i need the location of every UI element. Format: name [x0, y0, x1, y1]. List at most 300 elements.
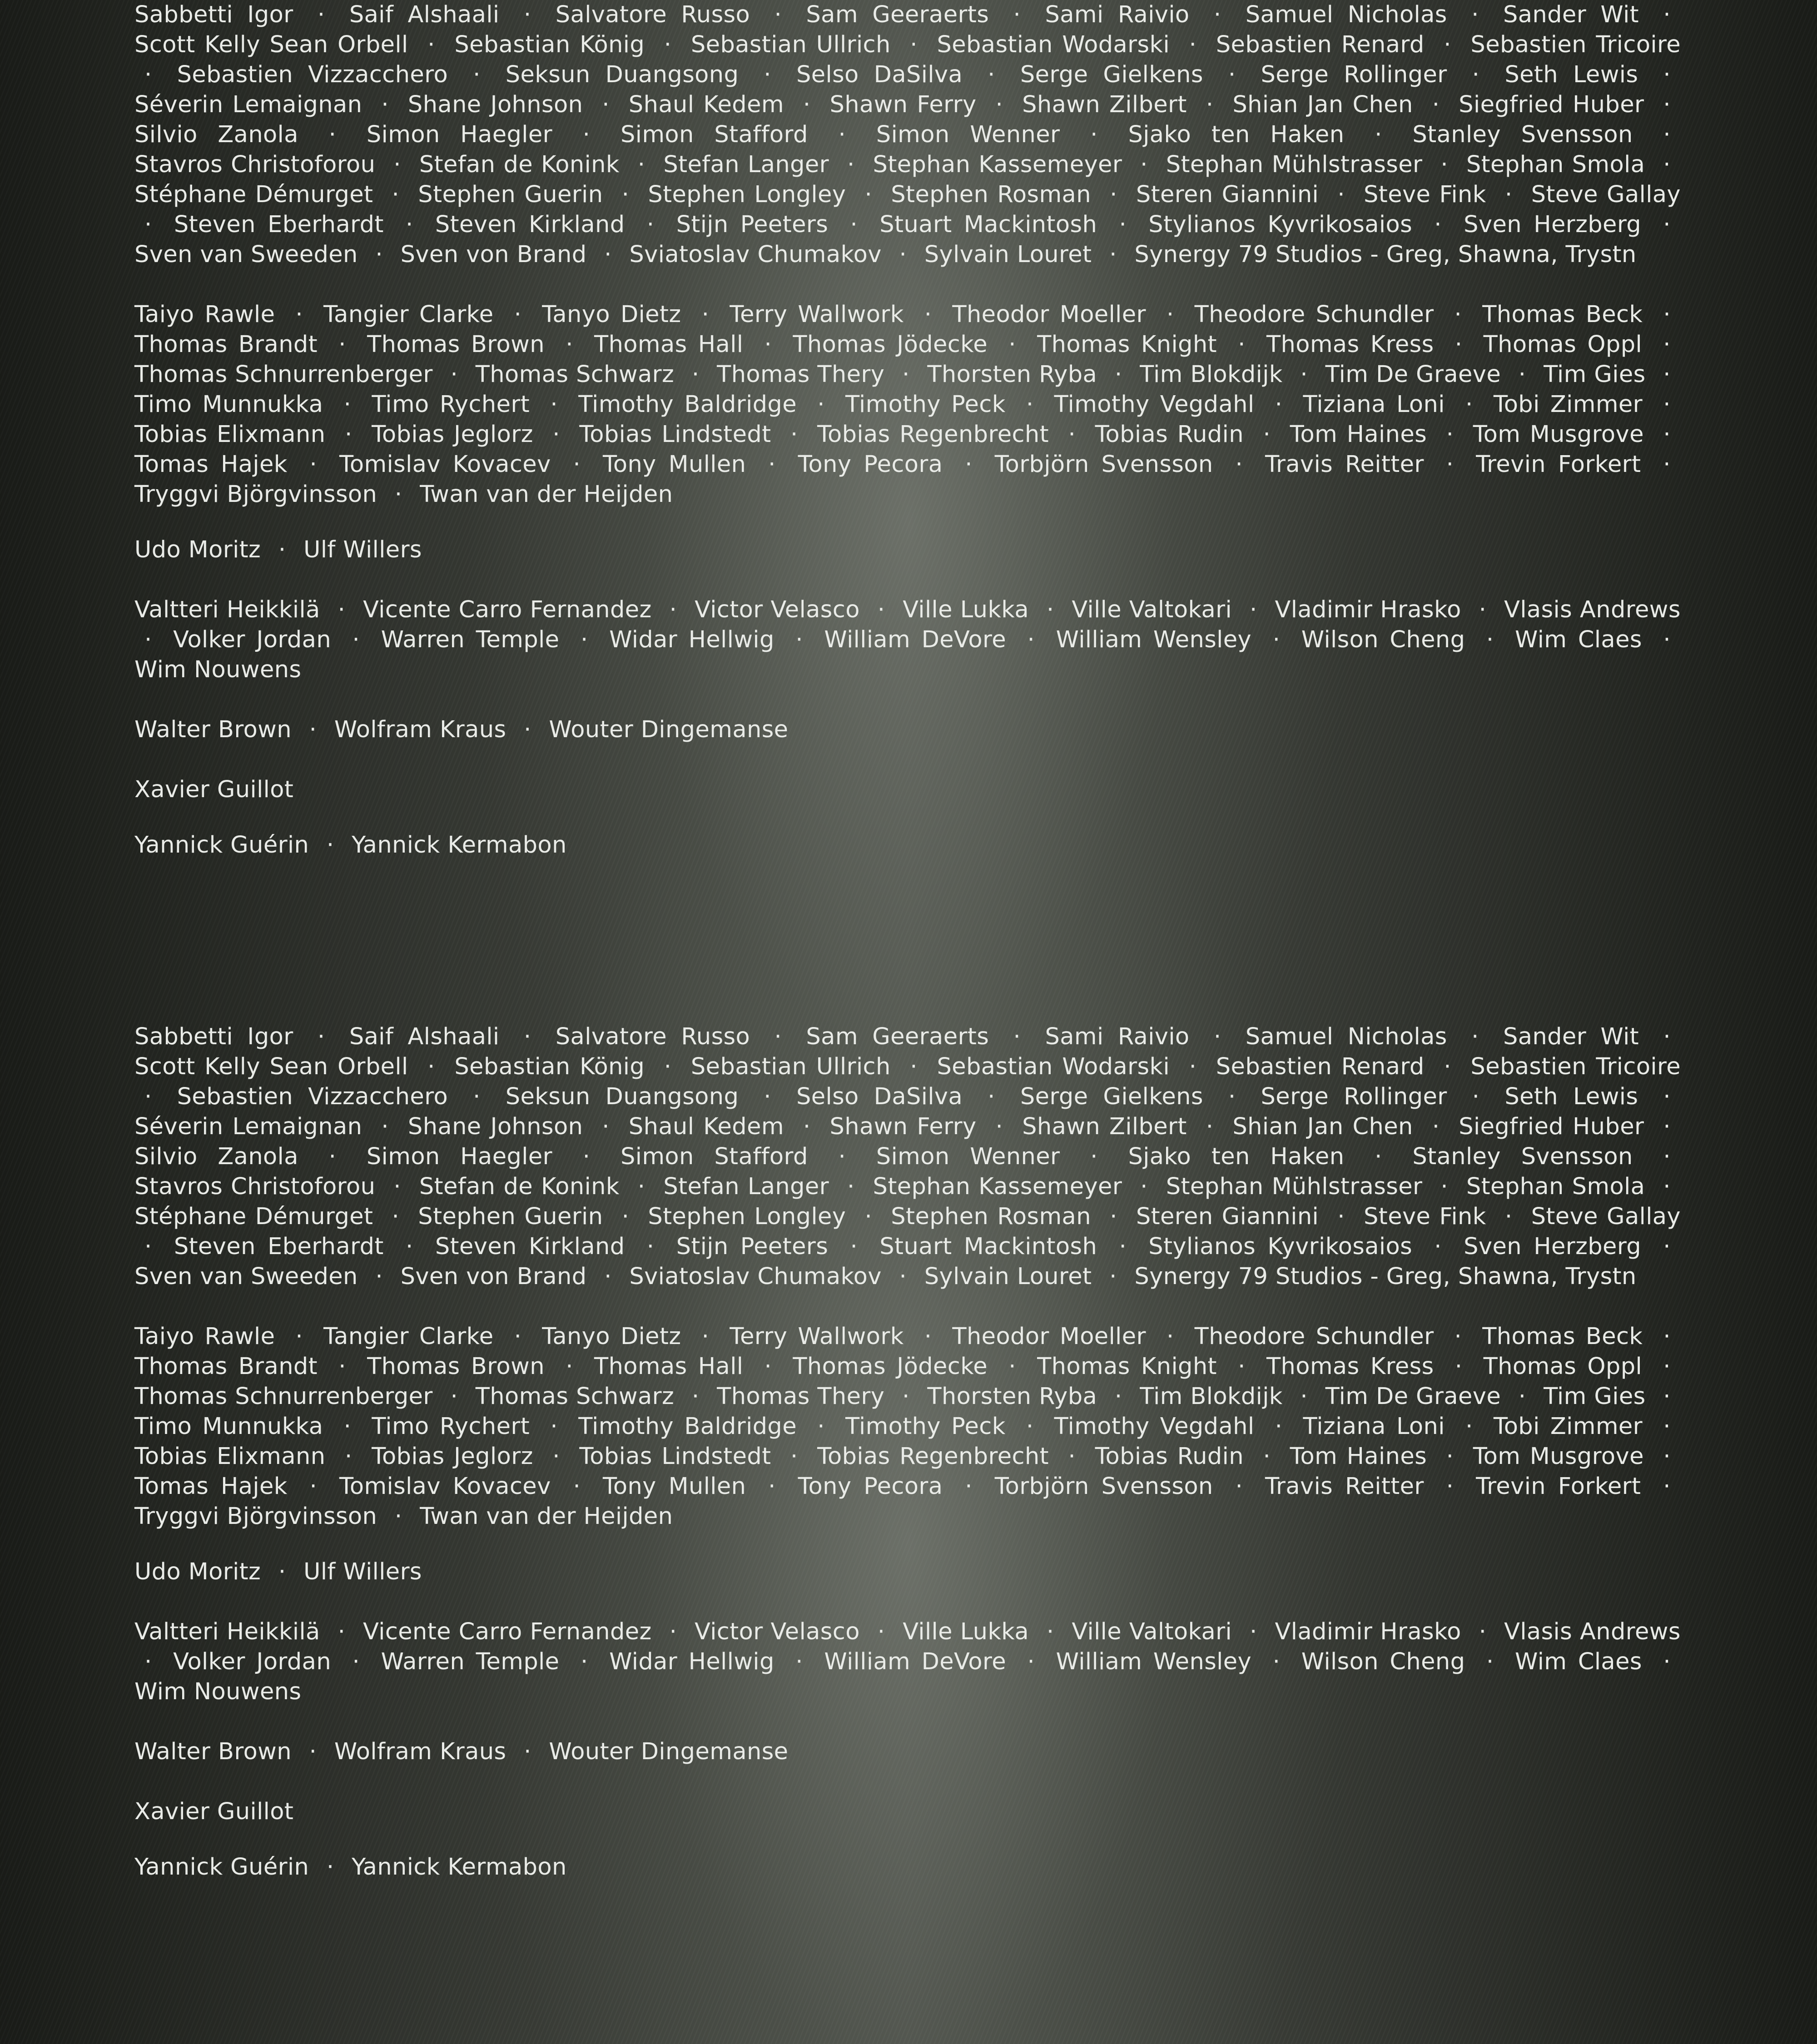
separator-dot: · [1479, 596, 1487, 623]
separator-dot: · [317, 1, 325, 28]
separator-dot: · [1434, 1233, 1442, 1260]
separator-dot: · [795, 1648, 803, 1675]
credit-name: Warren Temple [381, 1648, 560, 1675]
credit-name: Stavros Christoforou [134, 1173, 376, 1200]
credit-group-t [134, 300, 1681, 510]
credit-name: Thomas Thery [717, 1383, 885, 1410]
credit-name: Shawn Zilbert [1022, 91, 1187, 118]
separator-dot: · [1446, 1443, 1454, 1470]
credit-name: Wilson Cheng [1301, 626, 1465, 653]
credit-name: Simon Stafford [620, 121, 808, 148]
separator-dot: · [375, 241, 383, 268]
separator-dot: · [328, 1143, 337, 1170]
separator-dot: · [965, 451, 973, 478]
credit-name: Vicente Carro Fernandez [363, 596, 652, 623]
credit-name: Sam Geeraerts [806, 1023, 989, 1050]
credit-name: Steven Kirkland [435, 211, 625, 238]
separator-dot: · [637, 151, 645, 178]
separator-dot: · [1337, 1203, 1345, 1230]
credit-name: Stéphane Démurget [134, 181, 373, 208]
separator-dot: · [405, 1233, 413, 1260]
credit-name: Sam Geeraerts [806, 1, 989, 28]
credit-name: Shawn Ferry [829, 91, 977, 118]
separator-dot: · [669, 1618, 677, 1645]
credit-name: Travis Reitter [1265, 1473, 1424, 1500]
separator-dot: · [1090, 121, 1098, 148]
separator-dot: · [764, 331, 772, 358]
credit-name: Sebastian König [454, 31, 645, 58]
separator-dot: · [338, 1353, 346, 1380]
credit-name: Ville Valtokari [1072, 596, 1232, 623]
separator-dot: · [602, 1113, 610, 1140]
separator-dot: · [803, 1113, 811, 1140]
separator-dot: · [1663, 391, 1671, 418]
credit-name: Terry Wallwork [730, 1323, 904, 1350]
credit-group-w [134, 715, 1681, 745]
separator-dot: · [1432, 91, 1440, 118]
separator-dot: · [1013, 1023, 1021, 1050]
separator-dot: · [381, 91, 389, 118]
separator-dot: · [768, 1473, 776, 1500]
separator-dot: · [1471, 1023, 1479, 1050]
separator-dot: · [646, 1233, 655, 1260]
separator-dot: · [1235, 1473, 1243, 1500]
credit-group-t [134, 1322, 1681, 1532]
separator-dot: · [1663, 1023, 1671, 1050]
credit-name: Serge Gielkens [1020, 61, 1203, 88]
separator-dot: · [602, 91, 610, 118]
credit-name: Victor Velasco [695, 596, 860, 623]
separator-dot: · [338, 1618, 346, 1645]
credit-name: Steven Eberhardt [174, 1233, 384, 1260]
separator-dot: · [1486, 1648, 1494, 1675]
credit-name: Stephen Guerin [418, 1203, 603, 1230]
credit-name: Stephan Smola [1466, 151, 1645, 178]
separator-dot: · [1454, 301, 1462, 328]
credit-name: Yannick Guérin [134, 832, 309, 858]
separator-dot: · [850, 1233, 858, 1260]
credit-name: Yannick Kermabon [352, 1854, 567, 1880]
credit-name: Shawn Ferry [829, 1113, 977, 1140]
credit-name: Stefan de Konink [419, 1173, 620, 1200]
credit-name: William DeVore [824, 626, 1007, 653]
separator-dot: · [295, 301, 303, 328]
credit-name: Sander Wit [1503, 1023, 1639, 1050]
credit-name: Tryggvi Björgvinsson [134, 481, 377, 508]
separator-dot: · [795, 626, 803, 653]
credit-name: Ulf Willers [303, 536, 422, 563]
credit-name: Sven Herzberg [1464, 211, 1642, 238]
credit-name: Simon Haegler [366, 1143, 552, 1170]
separator-dot: · [552, 1443, 560, 1470]
separator-dot: · [1114, 361, 1122, 388]
credit-name: Tomas Hajek [134, 451, 288, 478]
credit-group-x [134, 775, 1681, 805]
credit-name: Wouter Dingemanse [549, 1738, 789, 1765]
credit-name: Stijn Peeters [676, 1233, 829, 1260]
credit-name: Timothy Vegdahl [1054, 391, 1255, 418]
credit-name: Volker Jordan [173, 1648, 332, 1675]
credit-name: Samuel Nicholas [1245, 1, 1447, 28]
credit-name: Sebastien Vizzacchero [177, 61, 448, 88]
credit-group-x [134, 1797, 1681, 1827]
separator-dot: · [988, 61, 995, 88]
separator-dot: · [838, 121, 846, 148]
credit-name: Tim Blokdijk [1140, 361, 1283, 388]
separator-dot: · [1027, 626, 1035, 653]
credit-name: Sviatoslav Chumakov [629, 1263, 882, 1290]
credit-name: Taiyo Rawle [134, 301, 275, 328]
separator-dot: · [1275, 1413, 1283, 1440]
credit-name: Wim Claes [1515, 626, 1642, 653]
separator-dot: · [524, 1738, 531, 1765]
credit-name: Stylianos Kyvrikosaios [1148, 1233, 1413, 1260]
credit-name: Stanley Svensson [1412, 121, 1633, 148]
separator-dot: · [427, 31, 435, 58]
credit-name: Steve Fink [1364, 181, 1486, 208]
separator-dot: · [144, 61, 152, 88]
credit-name: Udo Moritz [134, 536, 261, 563]
credit-name: Steven Eberhardt [174, 211, 384, 238]
separator-dot: · [1109, 1263, 1117, 1290]
separator-dot: · [701, 1323, 710, 1350]
separator-dot: · [514, 301, 522, 328]
separator-dot: · [1013, 1, 1021, 28]
credit-name: Stephen Longley [648, 1203, 846, 1230]
credit-name: Stuart Mackintosh [879, 1233, 1097, 1260]
credit-name: Saif Alshaali [349, 1023, 500, 1050]
credit-name: Thomas Brown [367, 331, 545, 358]
separator-dot: · [1663, 61, 1671, 88]
credit-name: Thomas Schnurrenberger [134, 361, 433, 388]
credit-name: Tangier Clarke [323, 1323, 494, 1350]
separator-dot: · [1440, 151, 1448, 178]
credit-name: Tanyo Dietz [542, 301, 681, 328]
separator-dot: · [1189, 1053, 1197, 1080]
separator-dot: · [1272, 626, 1281, 653]
credit-name: Serge Rollinger [1261, 1083, 1447, 1110]
separator-dot: · [393, 151, 401, 178]
credit-name: Warren Temple [381, 626, 560, 653]
separator-dot: · [877, 596, 885, 623]
separator-dot: · [1263, 1443, 1271, 1470]
credit-name: Valtteri Heikkilä [134, 596, 320, 623]
separator-dot: · [344, 421, 352, 448]
separator-dot: · [1110, 181, 1117, 208]
credit-group-s [134, 1022, 1681, 1292]
credit-name: Thomas Brandt [134, 1353, 318, 1380]
credit-name: Silvio Zanola [134, 121, 298, 148]
separator-dot: · [1140, 1173, 1148, 1200]
separator-dot: · [326, 832, 334, 858]
separator-dot: · [1300, 361, 1308, 388]
separator-dot: · [473, 1083, 481, 1110]
credit-name: Theodore Schundler [1194, 301, 1434, 328]
credit-name: Vladimir Hrasko [1275, 596, 1461, 623]
separator-dot: · [309, 451, 318, 478]
separator-dot: · [144, 626, 152, 653]
separator-dot: · [1663, 1173, 1671, 1200]
separator-dot: · [604, 241, 612, 268]
separator-dot: · [899, 241, 907, 268]
credit-name: Thomas Schnurrenberger [134, 1383, 433, 1410]
credit-name: Timo Rychert [372, 391, 530, 418]
separator-dot: · [580, 1648, 588, 1675]
credit-group-s [134, 0, 1681, 270]
credit-name: William Wensley [1056, 1648, 1252, 1675]
credit-name: Tony Pecora [798, 1473, 943, 1500]
credit-name: Thorsten Ryba [927, 1383, 1097, 1410]
separator-dot: · [1504, 1203, 1513, 1230]
separator-dot: · [1166, 1323, 1174, 1350]
separator-dot: · [1046, 596, 1054, 623]
separator-dot: · [817, 1413, 825, 1440]
credit-name: Vlasis Andrews [1504, 596, 1681, 623]
credit-name: Thomas Jödecke [793, 1353, 988, 1380]
separator-dot: · [877, 1618, 885, 1645]
credit-name: Walter Brown [134, 716, 292, 743]
credit-name: Wim Nouwens [134, 1678, 302, 1705]
credit-name: Xavier Guillot [134, 1798, 294, 1825]
credit-name: Stephen Rosman [891, 1203, 1091, 1230]
credit-name: Tobias Jeglorz [372, 1443, 533, 1470]
separator-dot: · [1026, 391, 1034, 418]
credit-name: Timo Munnukka [134, 1413, 323, 1440]
separator-dot: · [393, 1173, 401, 1200]
credit-name: Timo Rychert [372, 1413, 530, 1440]
separator-dot: · [1504, 181, 1513, 208]
credit-name: Serge Gielkens [1020, 1083, 1203, 1110]
credit-name: Thomas Kress [1266, 1353, 1434, 1380]
separator-dot: · [1213, 1023, 1221, 1050]
credit-name: Tobi Zimmer [1493, 391, 1643, 418]
separator-dot: · [1249, 1618, 1257, 1645]
credit-name: Shawn Zilbert [1022, 1113, 1187, 1140]
separator-dot: · [394, 1503, 402, 1530]
credit-name: Siegfried Huber [1459, 1113, 1644, 1140]
credit-name: Stanley Svensson [1412, 1143, 1633, 1170]
credit-name: Stephan Kassemeyer [873, 1173, 1122, 1200]
separator-dot: · [850, 211, 858, 238]
credits-section-1 [134, 0, 1681, 860]
separator-dot: · [1663, 301, 1671, 328]
credit-name: Thomas Brandt [134, 331, 318, 358]
credit-name: Selso DaSilva [796, 61, 963, 88]
credit-name: Torbjörn Svensson [994, 1473, 1213, 1500]
credit-name: Wim Nouwens [134, 656, 302, 683]
credit-name: Shian Jan Chen [1232, 1113, 1413, 1140]
separator-dot: · [768, 451, 776, 478]
separator-dot: · [344, 1443, 352, 1470]
separator-dot: · [338, 596, 346, 623]
credit-name: Stéphane Démurget [134, 1203, 373, 1230]
separator-dot: · [910, 31, 918, 58]
credit-name: Sviatoslav Chumakov [629, 241, 882, 268]
credit-name: Simon Wenner [876, 1143, 1060, 1170]
separator-dot: · [1663, 121, 1671, 148]
separator-dot: · [1238, 1353, 1246, 1380]
credit-name: Shane Johnson [407, 91, 583, 118]
separator-dot: · [988, 1083, 995, 1110]
credit-name: Tomislav Kovacev [339, 451, 551, 478]
separator-dot: · [1465, 1413, 1473, 1440]
credit-name: Serge Rollinger [1261, 61, 1447, 88]
separator-dot: · [1663, 421, 1671, 448]
separator-dot: · [1275, 391, 1283, 418]
credit-name: Seth Lewis [1504, 61, 1638, 88]
credit-name: Twan van der Heijden [420, 481, 673, 508]
credit-name: Tobias Elixmann [134, 421, 326, 448]
credit-name: Wolfram Kraus [334, 716, 506, 743]
credit-name: Thomas Beck [1482, 1323, 1643, 1350]
credit-name: Twan van der Heijden [420, 1503, 673, 1530]
separator-dot: · [514, 1323, 522, 1350]
separator-dot: · [144, 1083, 152, 1110]
credit-name: Tim Blokdijk [1140, 1383, 1283, 1410]
separator-dot: · [1663, 91, 1671, 118]
separator-dot: · [328, 121, 337, 148]
credit-name: Timothy Baldridge [578, 391, 797, 418]
separator-dot: · [144, 1648, 152, 1675]
separator-dot: · [309, 716, 317, 743]
separator-dot: · [1119, 211, 1127, 238]
separator-dot: · [1432, 1113, 1440, 1140]
separator-dot: · [1263, 421, 1271, 448]
credit-name: Samuel Nicholas [1245, 1023, 1447, 1050]
separator-dot: · [1663, 1648, 1671, 1675]
credit-name: Travis Reitter [1265, 451, 1424, 478]
separator-dot: · [1472, 61, 1480, 88]
credit-name: Tom Haines [1290, 1443, 1427, 1470]
separator-dot: · [1444, 1053, 1451, 1080]
separator-dot: · [1663, 1, 1671, 28]
credit-name: Salvatore Russo [555, 1, 750, 28]
credit-name: Tiziana Loni [1303, 391, 1445, 418]
separator-dot: · [295, 1323, 303, 1350]
credit-name: Thomas Oppl [1483, 1353, 1643, 1380]
separator-dot: · [1337, 181, 1345, 208]
credit-name: Stefan Langer [663, 1173, 829, 1200]
separator-dot: · [1663, 1083, 1671, 1110]
credit-name: Tobias Regenbrecht [817, 1443, 1049, 1470]
credit-name: Stavros Christoforou [134, 151, 376, 178]
credit-name: Xavier Guillot [134, 776, 294, 803]
separator-dot: · [375, 1263, 383, 1290]
credit-name: Shian Jan Chen [1232, 91, 1413, 118]
credit-name: Scott Kelly Sean Orbell [134, 1053, 408, 1080]
separator-dot: · [1663, 361, 1671, 388]
credit-name: Steren Giannini [1136, 181, 1319, 208]
separator-dot: · [278, 536, 286, 563]
separator-dot: · [790, 421, 798, 448]
credit-name: Tim Gies [1544, 361, 1646, 388]
separator-dot: · [1663, 151, 1671, 178]
credit-name: Stephen Longley [648, 181, 846, 208]
separator-dot: · [774, 1, 782, 28]
credit-name: Tiziana Loni [1303, 1413, 1445, 1440]
credit-name: Sebastian Wodarski [937, 31, 1170, 58]
credit-name: Tom Musgrove [1473, 1443, 1644, 1470]
separator-dot: · [1008, 331, 1016, 358]
separator-dot: · [144, 1233, 152, 1260]
separator-dot: · [405, 211, 413, 238]
credit-name: Thomas Schwarz [475, 1383, 675, 1410]
separator-dot: · [1446, 451, 1454, 478]
credit-name: Sebastian König [454, 1053, 645, 1080]
credit-name: Thomas Kress [1266, 331, 1434, 358]
credit-name: Sebastian Wodarski [937, 1053, 1170, 1080]
credit-name: Timothy Vegdahl [1054, 1413, 1255, 1440]
credit-name: Selso DaSilva [796, 1083, 963, 1110]
separator-dot: · [1455, 331, 1463, 358]
credit-name: Widar Hellwig [609, 626, 774, 653]
separator-dot: · [1663, 1473, 1671, 1500]
separator-dot: · [790, 1443, 798, 1470]
separator-dot: · [1008, 1353, 1016, 1380]
credit-name: Tony Pecora [798, 451, 943, 478]
separator-dot: · [1238, 331, 1246, 358]
credit-name: Valtteri Heikkilä [134, 1618, 320, 1645]
separator-dot: · [664, 31, 672, 58]
credit-name: Torbjörn Svensson [994, 451, 1213, 478]
credit-name: Theodore Schundler [1194, 1323, 1434, 1350]
credit-name: Steve Gallay [1531, 181, 1681, 208]
credit-name: Thomas Schwarz [475, 361, 675, 388]
credit-group-u [134, 535, 1681, 565]
separator-dot: · [910, 1053, 918, 1080]
credit-name: Seksun Duangsong [505, 1083, 739, 1110]
separator-dot: · [523, 1023, 531, 1050]
credit-name: Tryggvi Björgvinsson [134, 1503, 377, 1530]
credit-name: Sander Wit [1503, 1, 1639, 28]
separator-dot: · [523, 1, 531, 28]
separator-dot: · [838, 1143, 846, 1170]
credit-name: Séverin Lemaignan [134, 91, 362, 118]
separator-dot: · [1518, 361, 1526, 388]
separator-dot: · [1272, 1648, 1281, 1675]
separator-dot: · [847, 1173, 855, 1200]
separator-dot: · [1454, 1323, 1462, 1350]
separator-dot: · [924, 1323, 932, 1350]
separator-dot: · [144, 211, 152, 238]
credit-name: Sami Raivio [1045, 1, 1190, 28]
credit-name: Widar Hellwig [609, 1648, 774, 1675]
credit-name: Yannick Guérin [134, 1854, 309, 1880]
credit-name: Thomas Knight [1037, 331, 1217, 358]
credit-name: Wolfram Kraus [334, 1738, 506, 1765]
credit-name: Steve Gallay [1531, 1203, 1681, 1230]
credit-name: Timothy Peck [845, 1413, 1006, 1440]
credit-name: Séverin Lemaignan [134, 1113, 362, 1140]
credit-name: Stijn Peeters [676, 211, 829, 238]
credit-name: Sabbetti Igor [134, 1, 293, 28]
credit-name: Synergy 79 Studios - Greg, Shawna, Trystn [1134, 1263, 1637, 1290]
credit-name: Shane Johnson [407, 1113, 583, 1140]
credit-name: Trevin Forkert [1476, 451, 1641, 478]
separator-dot: · [691, 1383, 700, 1410]
credit-name: Stephen Guerin [418, 181, 603, 208]
separator-dot: · [1090, 1143, 1098, 1170]
credit-name: Tangier Clarke [323, 301, 494, 328]
separator-dot: · [582, 1143, 591, 1170]
credit-name: Sven Herzberg [1464, 1233, 1642, 1260]
separator-dot: · [550, 1413, 558, 1440]
separator-dot: · [1663, 1143, 1671, 1170]
credit-name: Tim De Graeve [1325, 361, 1501, 388]
separator-dot: · [1663, 1443, 1671, 1470]
credit-name: Saif Alshaali [349, 1, 500, 28]
credit-name: Timo Munnukka [134, 391, 323, 418]
